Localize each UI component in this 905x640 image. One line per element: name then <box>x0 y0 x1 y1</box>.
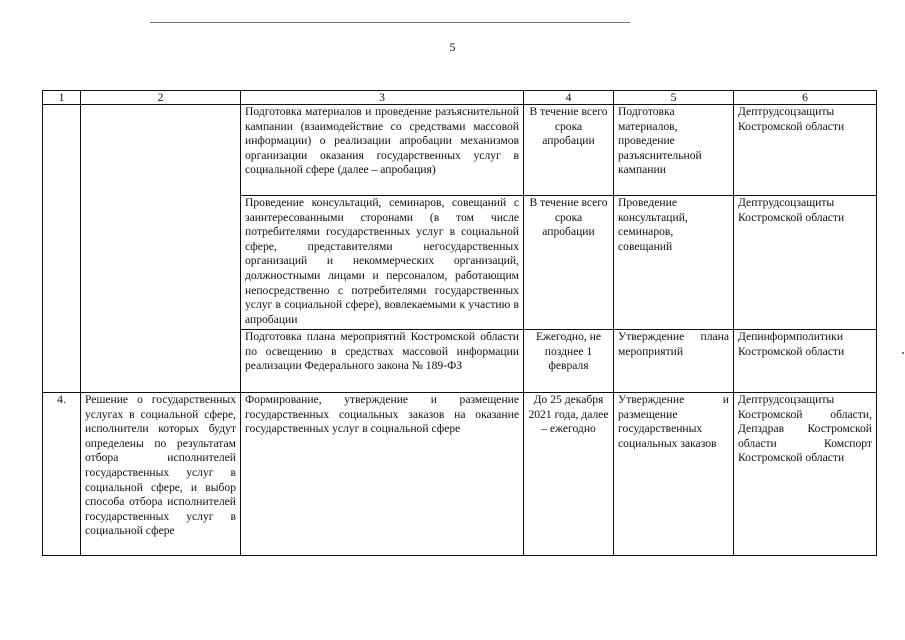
column-header-4: 4 <box>524 91 614 105</box>
row-number-cell <box>43 105 81 393</box>
scan-dot <box>902 352 904 354</box>
task-cell: Решение о государственных услугах в социальной сфере, исполнители которых будут определены по результатам отбора исполнителей государственных услуг в социальной сфере, и выбор способа отбора исполнителей государственных услуг в социальной сфере <box>81 393 241 556</box>
header-row <box>43 91 877 105</box>
row-number-cell: 4. <box>43 393 81 556</box>
table-row <box>43 393 877 556</box>
result-cell: Проведение консультаций, семинаров, совещаний <box>614 196 734 330</box>
scan-line-top <box>150 22 630 23</box>
term-cell: До 25 декабря 2021 года, далее – ежегодно <box>524 393 614 556</box>
column-header-3: 3 <box>241 91 524 105</box>
result-cell: Подготовка материалов, проведение разъяснительной кампании <box>614 105 734 196</box>
table-row <box>43 105 877 196</box>
column-header-5: 5 <box>614 91 734 105</box>
column-header-1: 1 <box>43 91 81 105</box>
term-cell: Ежегодно, не позднее 1 февраля <box>524 330 614 393</box>
term-cell: В течение всего срока апробации <box>524 196 614 330</box>
activity-cell: Подготовка материалов и проведение разъяснительной кампании (взаимодействие со средствами массовой информации) о реализации апробации механизмов организации оказания государственных услуг в социальной сфере (далее – апробация) <box>241 105 524 196</box>
activity-cell: Подготовка плана мероприятий Костромской области по освещению в средствах массовой информации реализации Федерального закона № 189-ФЗ <box>241 330 524 393</box>
column-header-2: 2 <box>81 91 241 105</box>
result-cell: Утверждение и размещение государственных социальных заказов <box>614 393 734 556</box>
responsible-cell: Дептрудсоцзащиты Костромской области, Депздрав Костромской области Комспорт Костромской области <box>734 393 877 556</box>
result-cell: Утверждение плана мероприятий <box>614 330 734 393</box>
page-number: 5 <box>449 40 456 54</box>
task-cell <box>81 105 241 393</box>
responsible-cell: Дептрудсоцзащиты Костромской области <box>734 105 877 196</box>
activity-cell: Формирование, утверждение и размещение государственных социальных заказов на оказание государственных услуг в социальной сфере <box>241 393 524 556</box>
term-cell: В течение всего срока апробации <box>524 105 614 196</box>
responsible-cell: Дептрудсоцзащиты Костромской области <box>734 196 877 330</box>
plan-table <box>42 90 877 556</box>
column-header-6: 6 <box>734 91 877 105</box>
activity-cell: Проведение консультаций, семинаров, совещаний с заинтересованными сторонами (в том числе потребителями государственных услуг в социальной сфере, представителями негосударственных организаций и некоммерческих организаций, должностными лицами и персоналом, работающим непосредственно с потребителями государственных услуг в социальной сфере), вовлекаемыми к участию в апробации <box>241 196 524 330</box>
responsible-cell: Депинформполитики Костромской области <box>734 330 877 393</box>
